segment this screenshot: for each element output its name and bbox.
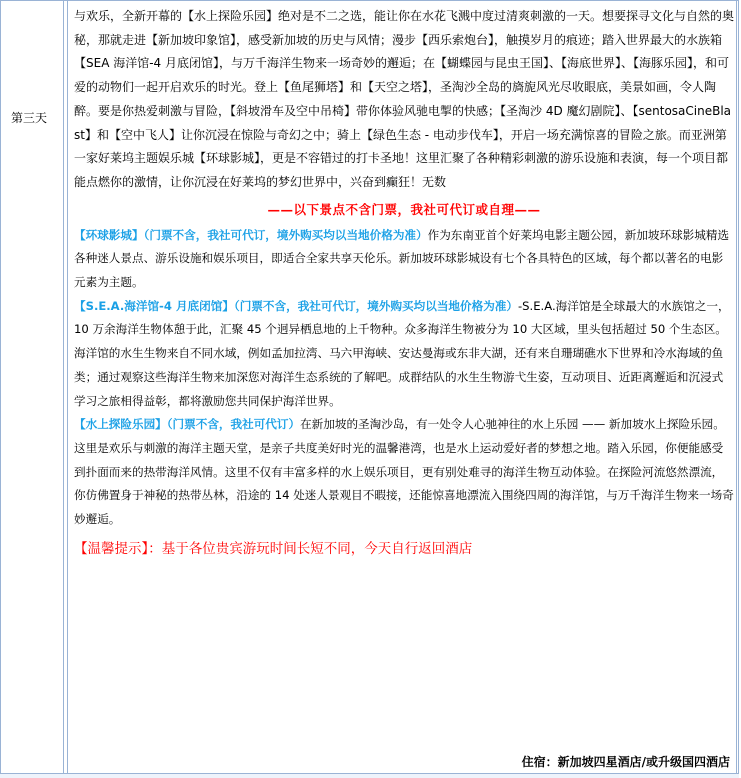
intro-paragraph: 与欢乐，全新开幕的【水上探险乐园】绝对是不二之选，能让你在水花飞溅中度过清爽刺激的一天。想要探寻文化与自然的奥秘，那就走进【新加坡印象馆】，感受新加坡的历史与风情；漫步【西乐索炮台】，触摸岁月的痕迹；踏入世界最大的水族箱【SEA 海洋馆-4 月底闭馆】，与万千海洋生物来一场奇妙的邂逅；在【蝴蝶园与昆虫王国】、【海底世界】、【海豚乐园】，和可爱的动物们一起开启欢乐的时光。登上【鱼尾狮塔】和【天空之塔】，圣淘沙全岛的旖旎风光尽收眼底，美景如画，令人陶醉。要是你热爱刺激与冒险，【斜坡滑车及空中吊椅】带你体验风驰电掣的快感；【圣淘沙 4D 魔幻剧院】、【sentosaCineBlast】和【空中飞人】让你沉浸在惊险与奇幻之中；骑上【绿色生态 - 电动步伐车】，开启一场充满惊喜的冒险之旅。而亚洲第一家好莱坞主题娱乐城【环球影城】，更是不容错过的打卡圣地！这里汇聚了各种精彩刺激的游乐设施和表演，每一个项目都能点燃你的激情，让你沉浸在好莱坞的梦幻世界中，兴奋到癫狂！无数	[74, 9, 735, 189]
section-body: 在新加坡的圣淘沙岛，有一处令人心驰神往的水上乐园 —— 新加坡水上探险乐园。这里是欢乐与刺激的海洋主题天堂，是亲子共度美好时光的温馨港湾，也是水上运动爱好者的梦想之地。踏入乐园，你便能感受到扑面而来的热带海洋风情。这里不仅有丰富多样的水上娱乐项目，更有别处难寻的海洋生物互动体验。在探险河流悠然漂流，你仿佛置身于神秘的热带丛林，沿途的 14 处迷人景观目不暇接，还能惊喜地漂流入围绕四周的海洋馆，与万千海洋生物来一场奇妙邂逅。	[74, 417, 734, 527]
warm-tip-text: ：基于各位贵宾游玩时间长短不同，今天自行返回酒店	[148, 540, 473, 557]
section-body: 作为东南亚首个好莱坞电影主题公园，新加坡环球影城精选各种迷人景点、游乐设施和娱乐项目，即适合全家共享天伦乐。新加坡环球影城设有七个各具特色的区域，每个都以著名的电影元素为主题。	[74, 227, 730, 290]
bottom-border-strip	[0, 773, 739, 778]
warm-tip-label: 【温馨提示】	[74, 540, 149, 557]
warm-tip	[74, 536, 734, 562]
section-body: -S.E.A.海洋馆是全球最大的水族馆之一，10 万余海洋生物体憩于此，汇聚 45 个迥异栖息地的上千物种。众多海洋生物被分为 10 大区域，里头包括超过 50 个生态区。海洋馆的水生生物来自不同水域，例如孟加拉湾、马六甲海峡、安达曼海或东非大湖，还有来自珊瑚礁水下世界和冷水海域的鱼类；通过观察这些海洋生物来加深您对海洋生态系统的了解吧。成群结队的水生生物游弋生姿，互动项目、近距离邂逅和沉浸式学习之旅相得益彰，都将激励您共同保护海洋世界。	[74, 298, 730, 408]
day-label: 第三天	[11, 111, 48, 125]
section-sea-aquarium	[74, 295, 734, 414]
day-cell	[1, 1, 64, 774]
section-title: 【水上探险乐园】（门票不含，我社可代订）	[74, 417, 301, 432]
optional-attractions-divider: ——以下景点不含门票，我社可代订或自理——	[267, 201, 541, 217]
accommodation-note: 住宿：新加坡四星酒店/或升级国四酒店	[521, 755, 730, 769]
section-title: 【环球影城】（门票不含，我社可代订，境外购买均以当地价格为准）	[74, 227, 428, 242]
day-description	[74, 5, 734, 562]
section-universal-studios	[74, 224, 734, 295]
section-title: 【S.E.A.海洋馆-4 月底闭馆】（门票不含，我社可代订，境外购买均以当地价格为准）	[74, 298, 518, 313]
section-water-park	[74, 413, 734, 532]
